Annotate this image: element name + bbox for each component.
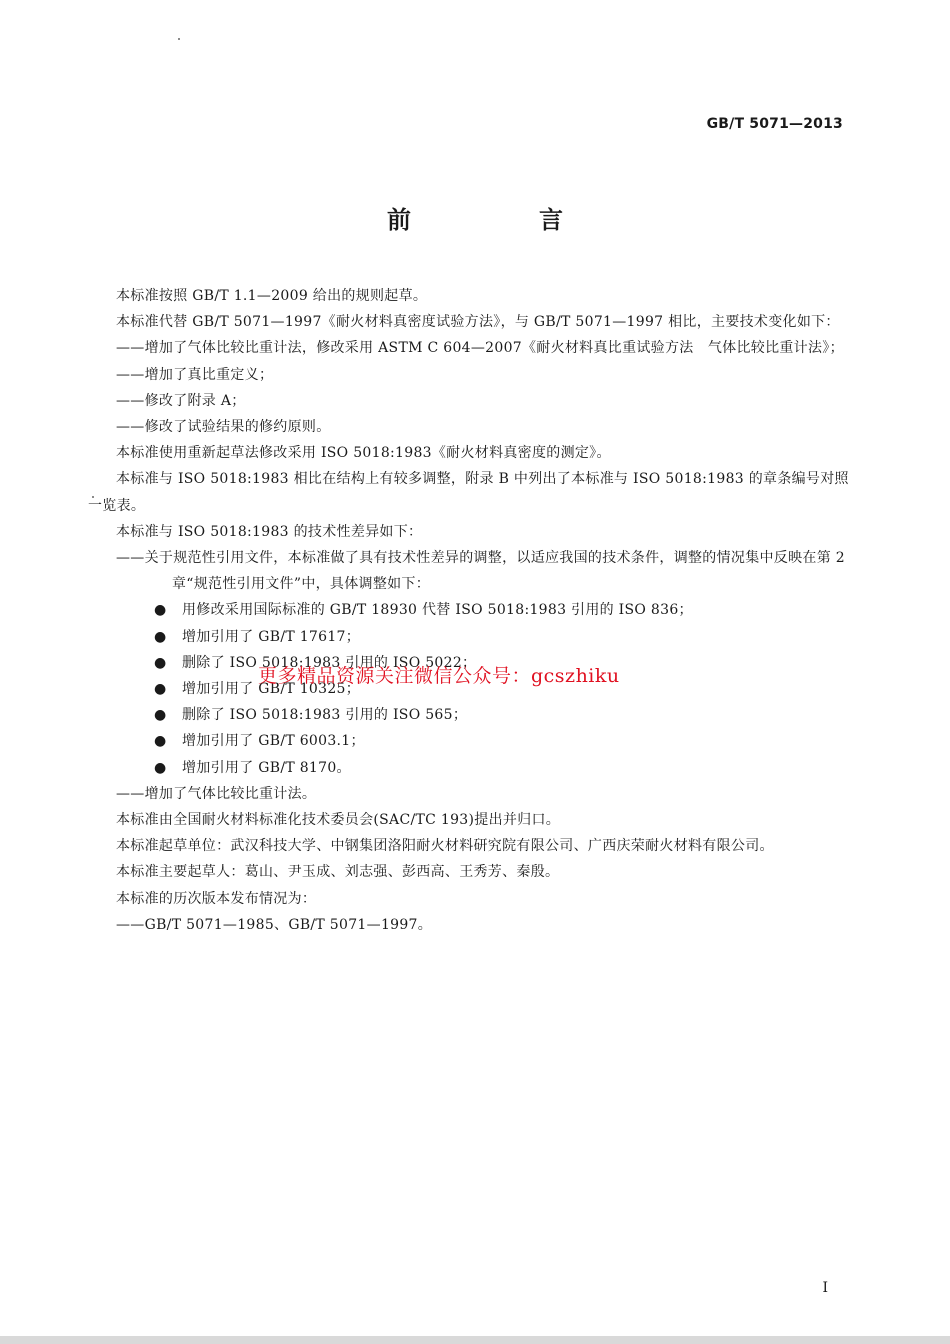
scan-speck [178, 38, 180, 40]
list-item-text: 删除了 ISO 5018:1983 引用的 ISO 5022； [182, 654, 477, 671]
watermark-text: 更多精品资源关注微信公众号：gcszhiku [258, 665, 620, 687]
scan-edge-band [0, 1336, 950, 1344]
list-item [88, 624, 850, 650]
paragraph-drafting-units: 本标准起草单位：武汉科技大学、中钢集团洛阳耐火材料研究院有限公司、广西庆荣耐火材料有限公司。 [116, 838, 774, 855]
list-item-text: 增加引用了 GB/T 17617； [182, 628, 361, 645]
list-item [88, 702, 850, 728]
list-item-text: 增加引用了 GB/T 10325； [182, 681, 361, 698]
bullet-icon: ● [154, 733, 167, 750]
paragraph-technical-differences: 本标准与 ISO 5018:1983 的技术性差异如下： [116, 523, 423, 540]
difference-intro: ——关于规范性引用文件，本标准做了具有技术性差异的调整，以适应我国的技术条件，调整的情况集中反映在第 2 章“规范性引用文件”中，具体调整如下： [116, 550, 845, 593]
reference-change-list [88, 597, 850, 780]
bullet-icon: ● [154, 681, 167, 698]
change-item: ——修改了试验结果的修约原则。 [116, 419, 331, 436]
paragraph-drafters: 本标准主要起草人：葛山、尹玉成、刘志强、彭西高、王秀芳、秦殷。 [116, 864, 560, 881]
paragraph-replaces: 本标准代替 GB/T 5071—1997《耐火材料真密度试验方法》，与 GB/T 5071—1997 相比，主要技术变化如下： [116, 314, 840, 331]
paragraph-history-intro: 本标准的历次版本发布情况为： [116, 890, 317, 907]
bullet-icon: ● [154, 602, 167, 619]
list-item-text: 增加引用了 GB/T 8170。 [182, 759, 351, 776]
change-item: ——修改了附录 A； [116, 392, 246, 409]
list-item [88, 728, 850, 754]
paragraph-drafting-rules: 本标准按照 GB/T 1.1—2009 给出的规则起草。 [116, 288, 428, 304]
paragraph-proposed-by: 本标准由全国耐火材料标准化技术委员会(SAC/TC 193)提出并归口。 [116, 812, 561, 829]
bullet-icon: ● [154, 654, 167, 671]
history-item: ——GB/T 5071—1985、GB/T 5071—1997。 [116, 916, 433, 933]
list-item-text: 用修改采用国际标准的 GB/T 18930 代替 ISO 5018:1983 引用的 ISO 836； [182, 602, 693, 619]
difference-last-item: ——增加了气体比较比重计法。 [116, 785, 317, 802]
paragraph-structure-comparison: 本标准与 ISO 5018:1983 相比在结构上有较多调整，附录 B 中列出了本标准与 ISO 5018:1983 的章条编号对照一览表。 [88, 471, 849, 514]
list-item-text: 删除了 ISO 5018:1983 引用的 ISO 565； [182, 707, 468, 724]
bullet-icon: ● [154, 759, 167, 776]
paragraph-iso-adoption: 本标准使用重新起草法修改采用 ISO 5018:1983《耐火材料真密度的测定》。 [116, 445, 611, 462]
bullet-icon: ● [154, 707, 167, 724]
bullet-icon: ● [154, 628, 167, 645]
change-item: ——增加了气体比较比重计法，修改采用 ASTM C 604—2007《耐火材料真比重试验方法 气体比较比重计法》； [116, 340, 844, 357]
standard-code: GB/T 5071—2013 [706, 116, 843, 132]
foreword-body [88, 283, 850, 938]
list-item-text: 增加引用了 GB/T 6003.1； [182, 733, 365, 750]
list-item [88, 597, 850, 623]
page-number: I [822, 1280, 828, 1296]
change-item: ——增加了真比重定义； [116, 366, 274, 383]
list-item [88, 755, 850, 781]
page-title: 前 言 [387, 206, 615, 234]
